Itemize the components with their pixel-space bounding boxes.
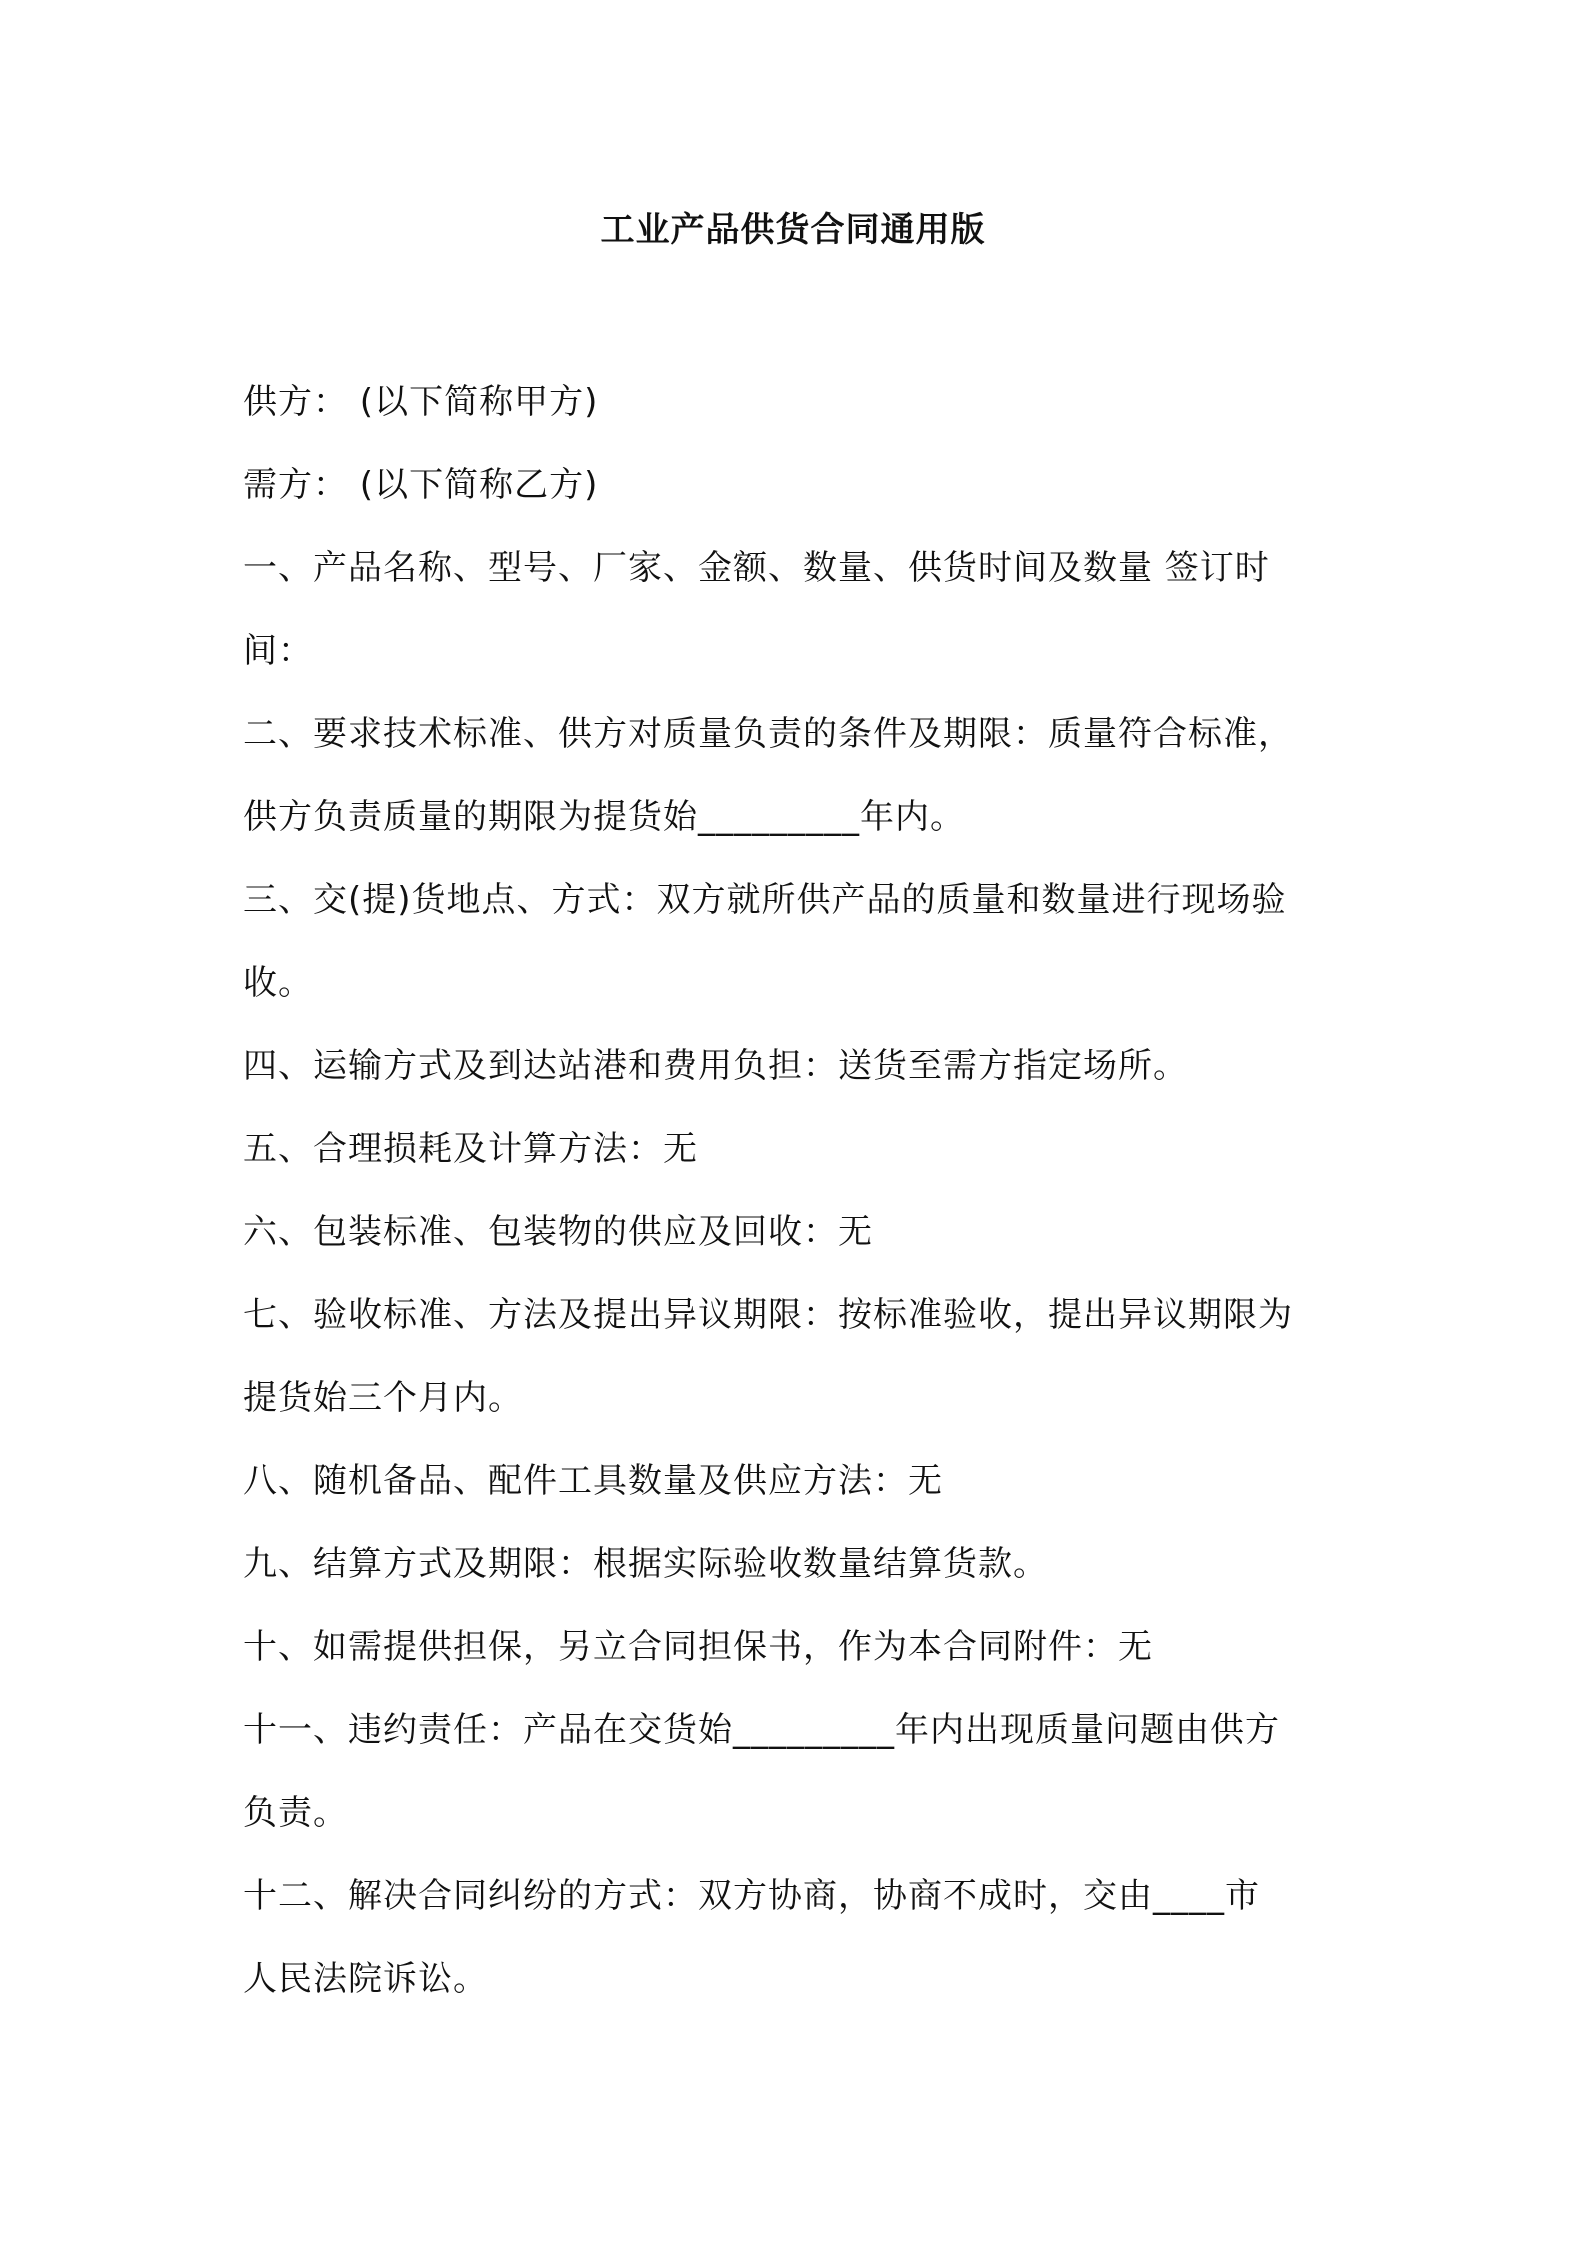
contract-body bbox=[243, 361, 1358, 2021]
clause-6-line: 六、包装标准、包装物的供应及回收：无 bbox=[243, 1212, 873, 1252]
clause-11-line-1: 十一、违约责任：产品在交货始_________年内出现质量问题由供方 bbox=[243, 1710, 1280, 1750]
clause-1-line-1: 一、产品名称、型号、厂家、金额、数量、供货时间及数量 签订时 bbox=[243, 548, 1270, 588]
supplier-line: 供方： (以下简称甲方) bbox=[243, 382, 599, 422]
clause-5-line: 五、合理损耗及计算方法：无 bbox=[243, 1129, 698, 1169]
clause-4-line: 四、运输方式及到达站港和费用负担：送货至需方指定场所。 bbox=[243, 1046, 1188, 1086]
clause-10-line: 十、如需提供担保，另立合同担保书，作为本合同附件：无 bbox=[243, 1627, 1153, 1667]
clause-2-line-1: 二、要求技术标准、供方对质量负责的条件及期限：质量符合标准， bbox=[243, 714, 1293, 754]
clause-1-line-2: 间： bbox=[243, 631, 313, 671]
clause-12-line-2: 人民法院诉讼。 bbox=[243, 1959, 488, 1999]
clause-3-line-2: 收。 bbox=[243, 963, 313, 1003]
buyer-line: 需方： (以下简称乙方) bbox=[243, 465, 599, 505]
clause-7-line-1: 七、验收标准、方法及提出异议期限：按标准验收，提出异议期限为 bbox=[243, 1295, 1293, 1335]
clause-9-line: 九、结算方式及期限：根据实际验收数量结算货款。 bbox=[243, 1544, 1048, 1584]
clause-12-line-1: 十二、解决合同纠纷的方式：双方协商，协商不成时，交由____市 bbox=[243, 1876, 1260, 1916]
document-title: 工业产品供货合同通用版 bbox=[600, 210, 986, 250]
clause-3-line-1: 三、交(提)货地点、方式：双方就所供产品的质量和数量进行现场验 bbox=[243, 880, 1287, 920]
clause-11-line-2: 负责。 bbox=[243, 1793, 348, 1833]
clause-2-line-2: 供方负责质量的期限为提货始_________年内。 bbox=[243, 797, 965, 837]
clause-7-line-2: 提货始三个月内。 bbox=[243, 1378, 523, 1418]
clause-8-line: 八、随机备品、配件工具数量及供应方法：无 bbox=[243, 1461, 943, 1501]
